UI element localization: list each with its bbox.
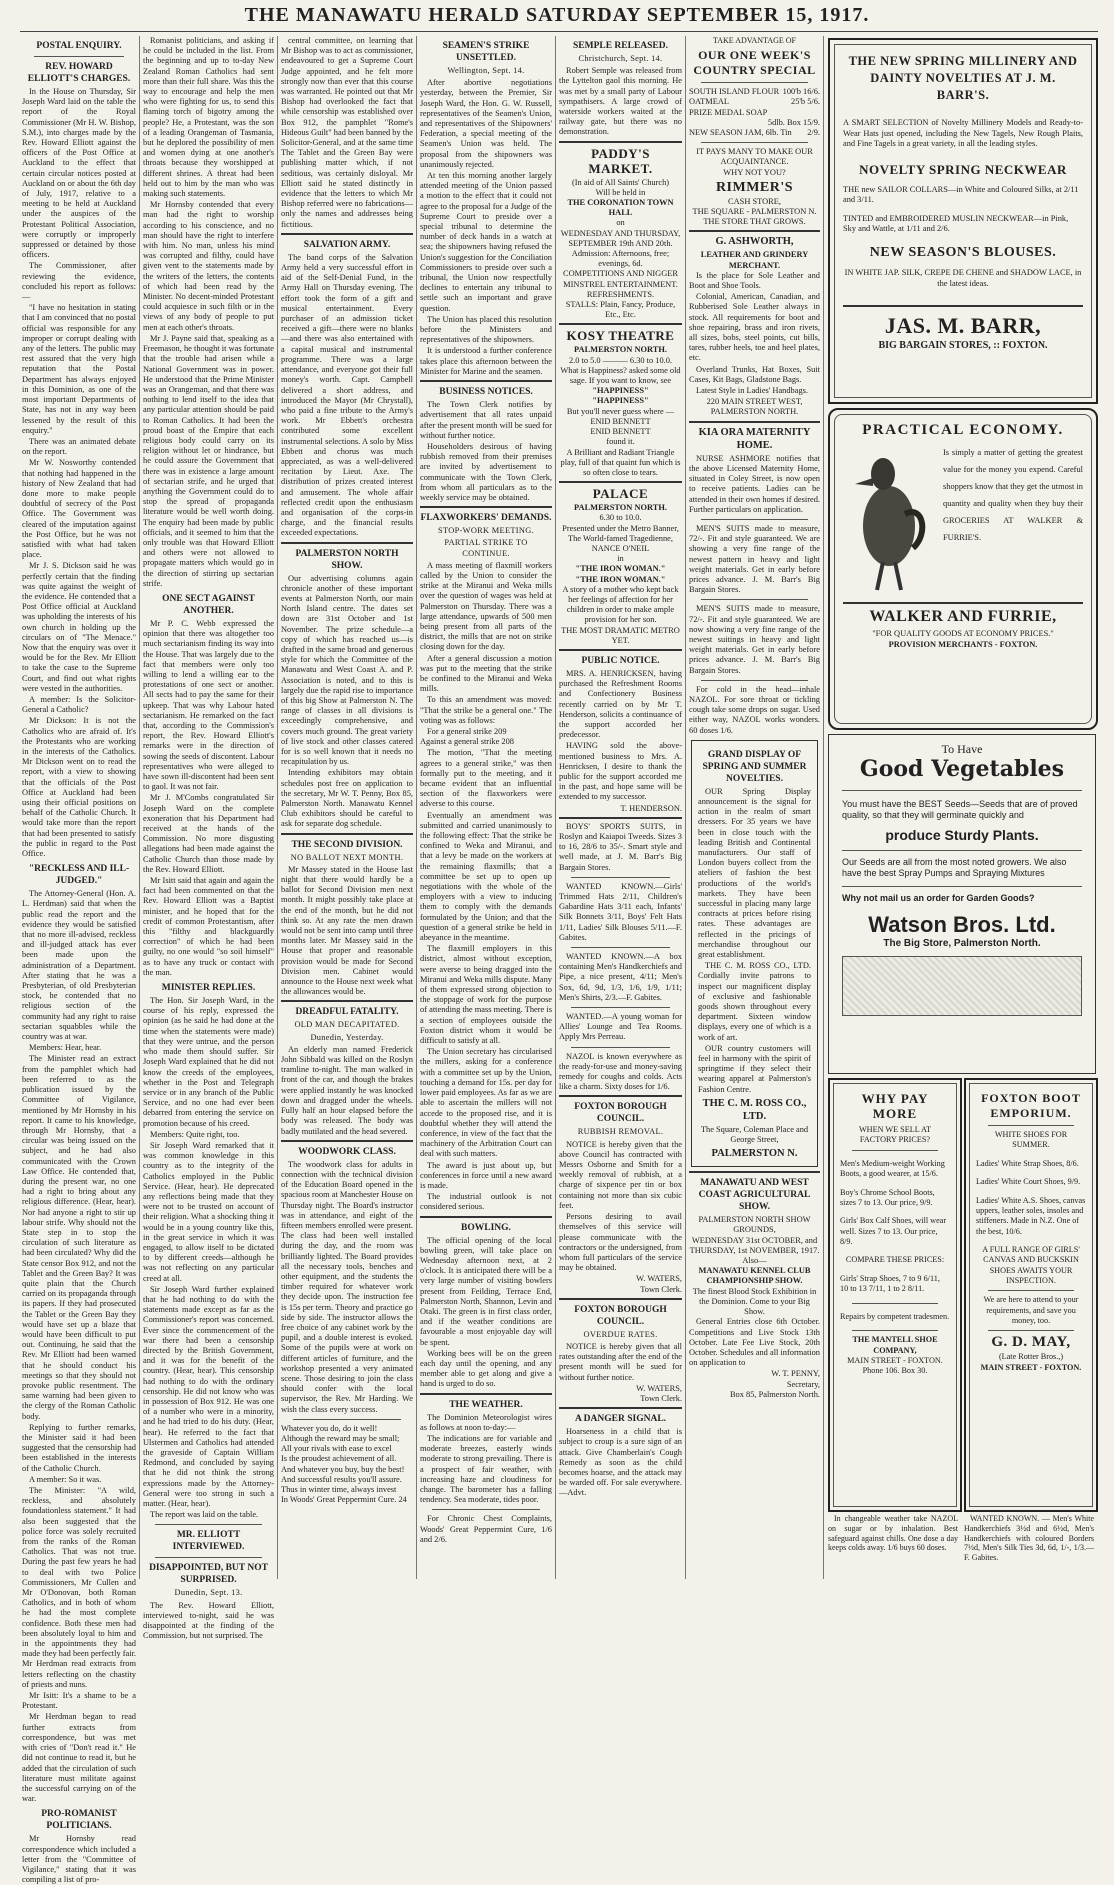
article-paragraph: Working bees will be on the green each day until the opening, and any member able to get along and give a hand is urged to do so. bbox=[420, 1348, 552, 1389]
signature: Town Clerk. bbox=[640, 1393, 682, 1403]
ad-line: WHY NOT YOU? bbox=[723, 167, 786, 177]
article-paragraph: In the House on Thursday, Sir Joseph Ward laid on the table the report of the Royal Commissioner (Mr H. W. Bishop, S.M.), into charges made by the Rev. Howard Elliott against the officers of the Post Office at Auckland to the effect that certain circular notices posted at Auckland on or about the 6th day of July, 1917, relative to a meeting to be held at Auckland under the auspices of the Protestant Political Association, were corruptly or improperly suppressed or detained by those officers. bbox=[22, 87, 136, 260]
article-paragraph: Mr J. M'Combs congratulated Sir Joseph Ward on the complete exoneration that his Department had received at the hands of the Commission. No more disgusting allegations had been made against the Catholic Church than those made by the Rev. Howard Elliott. bbox=[143, 793, 274, 874]
paddys-market-title: PADDY'S MARKET. bbox=[588, 145, 653, 176]
ad-paragraph: Girls' Box Calf Shoes, will wear well. Sizes 7 to 13. Our price, 8/9. bbox=[840, 1216, 947, 1246]
mantell-shoe-box bbox=[828, 1078, 962, 1512]
dateline: Dunedin, Sept. 13. bbox=[174, 1588, 243, 1598]
article-paragraph: central committee, on learning that Mr Bishop was to act as commissioner, endeavoured to get a Supreme Court Judge appointed, and he felt more strongly now than ever that this course was warranted. He pointed out that Mr Bishop had overlooked the fact that while censorship was established over Box 912, the pamphlet "Rome's Hideous Guilt" had been banned by the Solicitor-General, and at the same time The Tablet and the Green Bay were publishing matter which, if not seditious, was certainly disloyal. Mr Elliott said he stated distinctly in evidence that the letters to which Mr Bishop referred were no fabrications—only the names and addresses being fictitious. bbox=[281, 36, 413, 229]
article-paragraph: Sir Joseph Ward remarked that it was common knowledge in this country as to the integrity of the Catholics employed in the Public Service. (Hear, hear). He deprecated any reflections being made that they were not to be trusted on account of their religion. What a shocking thing it would be in a young country like this, in the great service in which it was engaged, to allow itself to be dictated to by different creeds—although he was not reflecting on any particular creed at all. bbox=[143, 1140, 274, 1283]
ad-line: MANAWATU KENNEL CLUB CHAMPIONSHIP SHOW. bbox=[698, 1266, 811, 1286]
article-paragraph: Mr Hornsby read correspondence which included a letter from the "Committee of Vigilance," stating that it was compiling a list of pro- bbox=[22, 1834, 136, 1885]
ad-line: The Big Store, Palmerston North. bbox=[883, 938, 1041, 949]
subhead-minister-replies: MINISTER REPLIES. bbox=[161, 983, 256, 994]
article-paragraph: The industrial outlook is not considered serious. bbox=[420, 1192, 552, 1212]
ad-line: WEDNESDAY AND THURSDAY, SEPTEMBER 19th AND 20th. bbox=[560, 228, 681, 248]
notice-subtitle: OVERDUE RATES. bbox=[583, 1329, 658, 1339]
subhead-one-sect: ONE SECT AGAINST ANOTHER. bbox=[162, 593, 255, 616]
ad-line: "THE IRON WOMAN." bbox=[575, 574, 666, 584]
ad-paragraph: Is the place for Sole Leather and Boot and Shoe Tools. bbox=[689, 270, 820, 291]
ad-line: A FULL RANGE OF GIRLS' CANVAS AND BUCKSKIN SHOES AWAITS YOUR INSPECTION. bbox=[982, 1245, 1080, 1286]
ad-line: PROVISION MERCHANTS - FOXTON. bbox=[888, 639, 1038, 649]
ad-paragraph: OUR Spring Display announcement is the signal for action in the realm of smart dressers. For 35 years we have been in close touch with the leading British and Continental manufacturers. Our staff of London buyers collect from the ateliers of fashion the best productions of the world's markets. They have been successful in placing many large contracts at prices before rising rates. These advantages are reflected in the pricings of merchandise throughout our great establishment. bbox=[698, 786, 811, 960]
headline-salvation-army: SALVATION ARMY. bbox=[303, 239, 391, 250]
article-paragraph: Mr P. C. Webb expressed the opinion that there was altogether too much sectarianism finding its way into the House. That was largely due to the fact that members were only too willing to lend a willing ear to the protestations of one sect or another. All sects had to pay the same for their upkeep. That was why Labour hated sectarianism. He remarked on the fact that, according to the Commission's report, the Rev. Howard Elliott's remarks were in the direction of sowing the seeds of discontent. Labour representatives who were alleged to have sown ill-discontent had been sent to gaol. It was not fair. bbox=[143, 618, 274, 792]
article-paragraph: To this an amendment was moved: "That the strike be a general one." The voting was as follows: bbox=[420, 695, 552, 725]
ad-paragraph: You must have the BEST Seeds—Seeds that are of proved quality, so that they will germinate quickly and bbox=[842, 798, 1078, 820]
ad-line: PALMERSTON NORTH. bbox=[574, 503, 667, 513]
ad-line: MAIN STREET - FOXTON. bbox=[980, 1362, 1082, 1372]
notice-paragraph: HAVING sold the above-mentioned business to Mrs. A. Henricksen, I desire to thank the public for the support accorded me in the past, and hope same will be extended to my successor. bbox=[559, 741, 682, 802]
classified-ad: WANTED KNOWN. — Men's White Handkerchiefs 3½d and 6½d, Men's Handkerchiefs with coloured Borders 7½d, Men's Silk Ties 3d, 6d, 1/-, 1/3.—F. Gabites. bbox=[964, 1514, 1094, 1563]
ad-line: But you'll never guess where — bbox=[566, 406, 675, 416]
article-paragraph: At ten this morning another largely attended meeting of the Union passed a motion to the effect that it could not agree to the proposal for a Judge of the Supreme Court to preside over a special tribunal to determine the number of deck hands in a watch at sea; the shipowners having refused the Union's suggestion for the Conciliation Commissioners to preside over such a tribunal, the Union now respectfully declines to entertain any tribunal to settle such an important and grave question. bbox=[420, 171, 552, 313]
classified-ad: WANTED KNOWN.—Girls' Trimmed Hats 2/11, Children's Gabardine Hats 3/11 each, Infants' Silk Bonnets 3/11, Boys' Felt Hats 1/11, Ladies' Silk Blouses 5/11.—F. Gabites. bbox=[559, 881, 682, 942]
ad-line: THE CORONATION TOWN HALL bbox=[567, 198, 674, 218]
headline-palmerston-show: PALMERSTON NORTH SHOW. bbox=[295, 548, 399, 571]
price-row: NEW SEASON JAM, 6lb. Tin 2/9. bbox=[689, 128, 820, 138]
good-vegetables-title: Good Vegetables bbox=[859, 755, 1065, 782]
column-2 bbox=[143, 36, 274, 1641]
subhead-elliott-charges: REV. HOWARD ELLIOTT'S CHARGES. bbox=[27, 62, 131, 84]
ad-line: on bbox=[616, 218, 625, 228]
subhead-pro-romanist: PRO-ROMANIST POLITICIANS. bbox=[41, 1809, 117, 1832]
ad-paragraph: Ladies' White Strap Shoes, 8/6. bbox=[976, 1158, 1079, 1168]
article-paragraph: Mr Isitt said that again and again the fact had been commented on that the Rev. Howard Elliott was a Baptist minister, and he hoped that for the credit of common Protestantism, after this "filthy and blackguardly correction" of which he had been guilty, no one would "so soil himself" as to have any truck or contact with the man. bbox=[143, 876, 274, 977]
article-paragraph: Members: Hear, hear. bbox=[29, 1043, 102, 1053]
article-paragraph: The motion, "That the meeting agrees to a general strike," was then formally put to the meeting, and it became evident that an influential section of the flaxworkers were adverse to this course. bbox=[420, 748, 552, 809]
classified-ad: WANTED.—A young woman for Allies' Lounge and Tea Rooms. Apply Mrs Perreau. bbox=[559, 1012, 682, 1042]
article-paragraph: The Hon. Sir Joseph Ward, in the course of his reply, expressed the opinion (as he said he had done at the time when the statements were made) that they were untrue, and the person who made them should suffer. Sir Joseph Ward explained that he did not know the creeds of the employees, whether in the Post and Telegraph service or in any branch of the Public Service, and no one had ever been debarred from entering the service on promotion because of his creed. bbox=[143, 996, 274, 1128]
ad-line: "THE IRON WOMAN." bbox=[575, 564, 666, 574]
foxton-boot-box bbox=[964, 1078, 1098, 1512]
ad-paragraph: NURSE ASHMORE notifies that the above Licensed Maternity Home, situated in Coley Street, is now open to receive patients. Ladies can be attended in their own homes if desired. Further particulars on application. bbox=[689, 453, 820, 514]
ad-paragraph: Latest Style in Ladies' Handbags. bbox=[696, 386, 808, 396]
ad-line: PALMERSTON NORTH. bbox=[574, 345, 667, 355]
ad-paragraph: IN WHITE JAP. SILK, CREPE DE CHENE and SHADOW LACE, in the latest ideas. bbox=[844, 268, 1082, 288]
article-paragraph: A member: Is the Solicitor-General a Catholic? bbox=[22, 694, 136, 715]
ad-line: TAKE ADVANTAGE OF bbox=[712, 36, 796, 45]
ad-line: WEDNESDAY 31st OCTOBER, and THURSDAY, 1st NOVEMBER, 1917. Also— bbox=[689, 1235, 820, 1266]
article-paragraph: Mr Massey stated in the House last night that there would hardly be a ballot for Second Division men next month. It might possibly take place at the end of the month, but he did not think so. At any rate the men drawn would not be sent into camp until three months later. Mr Massey said in the House that proper and reasonable provision would be made for Second Division men. Cabinet would announce to the House next week what the allowances would be. bbox=[281, 864, 413, 997]
ad-paragraph: Ladies' White Court Shoes, 9/9. bbox=[976, 1177, 1081, 1187]
barr-advert-box bbox=[828, 38, 1098, 404]
headline-postal-enquiry: POSTAL ENQUIRY. bbox=[36, 41, 122, 51]
classified-ad: BOYS' SPORTS SUITS, in Roslyn and Kaiapoi Tweeds. Sizes 3 to 16, 28/6 to 35/-. Smart style and well made, at J. M. Barr's Big Bargain Stores. bbox=[559, 821, 682, 872]
headline-second-division: THE SECOND DIVISION. bbox=[291, 839, 403, 850]
article-paragraph: Robert Semple was released from the Lyttelton gaol this morning. He was met by a small party of Labour sympathisers. A large crowd of waterside workers waited at the railway gate, but there was no demonstration. bbox=[559, 66, 682, 137]
ad-line: We are here to attend to your requirements, and save you money, too. bbox=[983, 1295, 1079, 1325]
headline-elliott-interviewed: MR. ELLIOTT INTERVIEWED. bbox=[172, 1530, 245, 1553]
ad-line: COMPETITIONS AND NIGGER MINSTREL ENTERTAINMENT. REFRESHMENTS. bbox=[563, 269, 678, 299]
ad-line: A Brilliant and Radiant Triangle play, full of that quaint fun which is so often close to tears. bbox=[560, 447, 681, 477]
column-5 bbox=[559, 36, 682, 1579]
ad-line: produce Sturdy Plants. bbox=[885, 826, 1039, 843]
article-paragraph: Intending exhibitors may obtain schedules post free on application to the secretary, Mr W. T. Penny, Box 85, Palmerston North. Manawatu Kennel Club exhibitors should be careful to ask for separate dog schedule. bbox=[281, 768, 413, 829]
classified-ad: WANTED KNOWN.—A box containing Men's Handkerchiefs and Pipe, a nice present, 4/11; Men's Sox, 6d, 9d, 1/3, 1/6, 1/9, 1/11; Men's Shirts, 2/3.—F. Gabites. bbox=[559, 952, 682, 1002]
dateline: Dunedin, Yesterday. bbox=[310, 1032, 384, 1042]
dateline: Christchurch, Sept. 14. bbox=[578, 54, 663, 63]
article-paragraph: Eventually an amendment was submitted and carried unanimously to the following effect: That the strike be confined to Weka and Miranui, and that a levy be made on the workers at the remaining flaxmills; that a committee be set up to open up negotiations with the whole of the employers with a view to inducing them to comply with the demands formulated by the Union; and that the question of a general strike be held in abeyance in the meantime. bbox=[420, 810, 552, 943]
price-row: SOUTH ISLAND FLOUR 100'b 16/6. bbox=[689, 87, 820, 97]
column-rule bbox=[277, 36, 278, 1579]
article-paragraph: The Dominion Meteorologist wires as follows at noon to-day:— bbox=[420, 1412, 552, 1432]
ad-paragraph: THE C. M. ROSS CO., LTD. Cordially invite patrons to inspect our magnificent display of exclusive and fashionable goods shown throughout every department. Sixteen window displays, every one of which is a work of art. bbox=[698, 961, 811, 1042]
column-4 bbox=[420, 36, 552, 1579]
article-paragraph: Sir Joseph Ward further explained that he had nothing to do with the statements made except as far as the Commissioner's report was concerned. Ever since the commencement of the war there had been a censorship directed by the British Government, and it was for the benefit of the country. (Hear, hear). This censorship had nothing to do with the ordinary censorship. He did not know who was in possession of Box 912. He was one of a number who were in a minority, and he had tried to do his duty. (Hear, hear). He referred to the fact that Ulstermen and Catholics had attended the graveside of Captain William Redmond, and concluded by saying that he did not think the strong expressions made by the Attorney-General were too strong in such a matter. (Hear, hear). bbox=[143, 1284, 274, 1509]
article-paragraph: The Minister: "A wild, reckless, and absolutely foundationless statement." It had also been suggested that the police force was solely recruited from the ranks of the Roman Catholics. That was not true. During the past few years he had to deal with two Police Commissioners, Mr Cullen and Mr O'Donovan, both Roman Catholics, and in both of whom he had the most complete confidence. Both these men had been absolutely loyal to him and in the appointments they had made they had been perfectly fair. Mr Herdman read extracts from letters reflecting on the chastity of priests and nuns. bbox=[22, 1486, 136, 1689]
headline-weather: THE WEATHER. bbox=[449, 1399, 523, 1410]
ad-line: COMPARE THESE PRICES: bbox=[845, 1255, 945, 1265]
ad-line: THE STORE THAT GROWS. bbox=[703, 217, 806, 227]
ad-line: ENID BENNETT bbox=[590, 427, 651, 437]
ad-line: Will be held in bbox=[595, 187, 646, 197]
notice-subtitle: RUBBISH REMOVAL. bbox=[577, 1127, 664, 1137]
ad-line: The Square, Coleman Place and George Street, bbox=[700, 1124, 809, 1145]
notice-paragraph: NOTICE is hereby given that the above Council has contracted with Messrs Osborne and Smith for a weekly removal of rubbish, at a charge of sixpence per tin or box containing not more than six cubic feet. bbox=[559, 1139, 682, 1210]
article-paragraph: The indications are for variable and moderate breezes, easterly winds moderate to strong prevailing. There is a prospect of fair weather, with increasing haze and cloudiness for change. The barometer has a falling tendency. Sea moderate, tides poor. bbox=[420, 1433, 552, 1505]
classified-ad: NAZOL is known everywhere as the ready-for-use and money-saving remedy for coughs and colds. Acts like a charm. Sixty doses for 1/6. bbox=[559, 1051, 682, 1092]
advert-paragraph: Hoarseness in a child that is subject to croup is a sure sign of an attack. Give Chamberlain's Cough Remedy as soon as the child becomes hoarse, and the attack may be warded off. For sale everywhere.—Advt. bbox=[559, 1427, 682, 1498]
palace-title: PALACE bbox=[592, 486, 649, 502]
ad-line: CASH STORE, bbox=[728, 196, 781, 206]
article-paragraph: Mr Herdman began to read further extracts from correspondence, but was met with cries of "Don't read it." He did not continue to read it, but he added that the circulation of such literature must militate against the successful carrying on of the war. bbox=[22, 1712, 136, 1804]
ad-line: 6.30 to 10.0. bbox=[599, 513, 642, 523]
article-paragraph: The woodwork class for adults in connection with the technical division of the Education Board opened in the spacious room at Manchester House on Thursday night. The Board's instructor was in attendance, and eight of the fifteen members enrolled were present. The class had been well installed during the day, and the room was brilliantly lighted. The Board provides all the necessary tools, benches and other equipment, and the students the timber required for whatever work they decide upon. The instruction fee is 15s per term. Theory and practice go side by side. The instructor allows the free choice of any cabinet work by the pupil, and a double interest is evoked. Some of the pupils were at work on different articles of furniture, and the workshop presented a very animated scene. Those desiring to join the class should confer with the local supervisor, the Rev. Mr Harding. We wish the class every success. bbox=[281, 1159, 413, 1414]
classified-ad: MEN'S SUITS made to measure, 72/-. Fit and style guaranteed. We are showing a very fine range of the newest pattern in heavy and light weight materials. Get in early before prices advance. J. M. Barr's Big Bargain Stores. bbox=[689, 523, 820, 595]
article-paragraph: Mr W. Nosworthy contended that nothing had happened in the history of New Zealand that had done more to make people doubtful of secrecy of the Post Office. The Government was cleared of the imputation against the Post Office, but he was not satisfied with what had taken place. bbox=[22, 458, 136, 560]
ad-line: WHITE SHOES FOR SUMMER. bbox=[994, 1130, 1068, 1150]
dateline: Wellington, Sept. 14. bbox=[447, 66, 525, 75]
ad-paragraph: Our Seeds are all from the most noted growers. We also have the best Spray Pumps and Spraying Mixtures bbox=[842, 856, 1067, 878]
article-paragraph: The Rev. Howard Elliott, interviewed to-night, said he was disappointed at the finding of the Commission, but not surprised. The bbox=[143, 1600, 274, 1641]
ad-line: "HAPPINESS" bbox=[592, 396, 649, 406]
ad-line: THE MOST DRAMATIC METRO YET. bbox=[561, 625, 680, 645]
ad-paragraph: TINTED and EMBROIDERED MUSLIN NECKWEAR—in Pink, Sky and Wattle, at 1/11 and 2/6. bbox=[843, 213, 1069, 234]
ross-advert-title: GRAND DISPLAY OF SPRING AND SUMMER NOVELTIES. bbox=[702, 749, 807, 784]
signature: W. WATERS, bbox=[636, 1383, 682, 1393]
ad-line: STALLS: Plain, Fancy, Produce, Etc., Etc. bbox=[565, 300, 676, 320]
kia-ora-title: KIA ORA MATERNITY HOME. bbox=[698, 426, 811, 451]
ad-paragraph: OUR country customers will feel in harmony with the spirit of springtime if they select their wearing apparel at Palmerston's Fashion Centre. bbox=[698, 1043, 811, 1094]
watson-bros-box bbox=[828, 734, 1096, 1074]
ad-line: "FOR QUALITY GOODS AT ECONOMY PRICES." bbox=[872, 629, 1054, 638]
masthead: THE MANAWATU HERALD SATURDAY SEPTEMBER 15, 1917. bbox=[244, 4, 870, 26]
agricultural-show-title: MANAWATU AND WEST COAST AGRICULTURAL SHOW. bbox=[698, 1178, 811, 1213]
article-paragraph: "I have no hesitation in stating that I am convinced that no postal official was responsible for any improper or corrupt dealing with any of the letters. The public may rest assured that the very high reputation that the Postal Department has always enjoyed in this Dominion, as one of the most important Departments of State, has not in any way been lessened by the result of this enquiry." bbox=[22, 303, 136, 435]
ad-line: Phone 106. Box 30. bbox=[862, 1366, 928, 1376]
subhead-partial-strike: PARTIAL STRIKE TO CONTINUE. bbox=[444, 538, 528, 558]
ad-line: MAIN STREET - FOXTON. bbox=[847, 1355, 943, 1365]
classified-ad: MEN'S SUITS made to measure, 72/-. Fit and style guaranteed. We are now showing a very fine range of the newest suitings in heavy and light weight materials. Get in early before prices advance. J. M. Barr's Big Bargain Stores. bbox=[689, 604, 820, 675]
article-paragraph: Romanist politicians, and asking if he could be included in the list. From the beginning and up to to-day New Zealand Roman Catholics had sent more than their full share. Was this the way to encourage and help the men who were fighting for us, to send this flaming torch of bigotry among the people? He, a Protestant, was the son of a leading Orangeman of Tasmania, but he deplored the possibility of men and women dying at one another's throats because they worshipped at different shrines. A threat had been held out to him by the man who was making such statements. bbox=[143, 36, 274, 199]
article-paragraph: An elderly man named Frederick John Sibbald was killed on the Roslyn tramline to-night. The man walked in front of the car, and though the brakes were applied instantly he was knocked down and dragged under the wheels. Fully half an hour elapsed before the body was released. The body was badly mutilated and the head severed. bbox=[281, 1044, 413, 1136]
walker-furrie-title: WALKER AND FURRIE, bbox=[869, 608, 1057, 625]
ad-line: 220 MAIN STREET WEST, PALMERSTON NORTH. bbox=[706, 397, 803, 417]
column-rule bbox=[416, 36, 417, 1579]
column-rule bbox=[685, 36, 686, 1579]
why-pay-more-title: WHY PAY MORE bbox=[861, 1091, 929, 1121]
ad-line: 2.0 to 5.0 ——— 6.30 to 10.0. bbox=[568, 355, 673, 365]
blouses-title: NEW SEASON'S BLOUSES. bbox=[869, 244, 1057, 260]
ad-paragraph: Girls' Strap Shoes, 7 to 9 6/11, 10 to 13 7/11, 1 to 2 8/11. bbox=[840, 1273, 940, 1294]
borough-council-title: FOXTON BOROUGH COUNCIL. bbox=[574, 1102, 667, 1125]
article-paragraph: The Minister read an extract from the pamphlet which had been referred to as the publication issued by the Committee of Vigilance, mentioned by Mr Hornsby in his report. It came to his knowledge, through Mr Hornsby, that a circular was being issued on the subject, and he had also communicated with the Crown Law Office. He contended that, during the present war, no one had a right to bring about any religious difference. (Hear, hear). Nor had anyone a right to stir up labour strife. Why should not the State step in to stop the circulation of such literature as had been circulated? Why did the State censor Box 912, and not the Tablet and the Green Bay? It was quite plain that the Church carried on its propaganda through its papers. If they had prosecuted the Tablet or the Green Bay they would have set up a blaze that would have been difficult to put out. Continuing, he said that the Rev. Mr Elliott had been warned that he should conduct his meetings so that they should not provoke public resentment. The same warning had been given to the clergy of the Roman Catholic body. bbox=[22, 1054, 136, 1421]
article-paragraph: Replying to further remarks, the Minister said it had been suggested that the censorship had been established in the interests of the Catholic Church. bbox=[22, 1422, 136, 1473]
signature: Box 85, Palmerston North. bbox=[729, 1389, 820, 1399]
ad-paragraph: A SMART SELECTION of Novelty Millinery Models and Ready-to-Wear Hats just opened, including the New Tagels, New Rough Plaits, and Fine Tagels in a great variety, in all the leading styles. bbox=[843, 118, 1083, 148]
article-paragraph: Mr Hornsby contended that every man had the right to worship according to his conscience, and no man should have the right to interfere with him. No man, unless his mind was corrupted and filthy, could have given vent to the statements made by the writers of the letters, the contents of which had been read by the Minister. No decent-minded Protestant could acquiesce in such filth or in the views of any body of people to put men at each other's throats. bbox=[143, 200, 274, 332]
subhead-decapitated: OLD MAN DECAPITATED. bbox=[294, 1020, 400, 1030]
ad-paragraph: Ladies' White A.S. Shoes, canvas uppers, leather soles, insoles and stiffeners. Made in N.Z. One of the best, 10/6. bbox=[976, 1195, 1086, 1236]
ad-line: PALMERSTON N. bbox=[711, 1148, 798, 1160]
kosy-theatre-title: KOSY THEATRE bbox=[566, 328, 675, 344]
subhead-disappointed: DISAPPOINTED, BUT NOT SURPRISED. bbox=[149, 1563, 268, 1586]
ross-advert-box bbox=[691, 740, 818, 1168]
article-paragraph: Householders desirous of having rubbish removed from their premises are invited by advertisement to communicate with the Town Clerk, from whom all particulars as to the weekly service may be obtained. bbox=[420, 441, 552, 502]
ad-line: IT PAYS MANY TO MAKE OUR ACQUAINTANCE. bbox=[696, 147, 813, 167]
signature: W. WATERS, bbox=[636, 1274, 682, 1284]
notice-paragraph: NOTICE is hereby given that all rates outstanding after the end of the present month will be sued for without further notice. bbox=[559, 1341, 682, 1382]
ad-line: (Late Rotter Bros.,) bbox=[998, 1352, 1064, 1362]
article-paragraph: Mr Dickson: It is not the Catholics who are afraid of. It's the Protestants who are working in the interests of the Catholics. Mr Dickson went on to read the report, with a view to showing that the officials of the Post Office at Auckland had been using their official positions on behalf of the Catholic Church. It would take more than the report that had been presented to satisfy the public in regard to the Post Office. bbox=[22, 716, 136, 859]
column-rule bbox=[555, 36, 556, 1579]
walker-furrie-box bbox=[828, 408, 1098, 730]
advert-peppermint-cure: For Chronic Chest Complaints, Woods' Great Peppermint Cure, 1/6 and 2/6. bbox=[420, 1514, 552, 1544]
headline-dreadful-fatality: DREADFUL FATALITY. bbox=[295, 1007, 399, 1018]
headline-seamens-strike: SEAMEN'S STRIKE UNSETTLED. bbox=[442, 41, 530, 63]
article-paragraph: Mr J. Payne said that, speaking as a Freemason, he thought it was fortunate that the trouble had arisen while a National Government was in power. He understood that the Prime Minister was an Orangeman, and that there was nothing to lend itself to the idea that any particular attention should be paid to Roman Catholics. It had been the proud boast of the Empire that each religious body could carry on its religion without let or hindrance, but he could assure the Government that there was in existence a large amount of sectarian strife, and he urged that anything the Government could do to stop the spread of propaganda literature would be well worth doing. The enquiry had been made by public officials, and it seemed to him that the only trouble was that Howard Elliott and others were not allowed to propagate matters which would go in the direction of stirring up sectarian strife. bbox=[143, 333, 274, 588]
ad-paragraph: THE new SAILOR COLLARS—in White and Coloured Silks, at 2/11 and 3/11. bbox=[843, 184, 1079, 204]
mantell-company-name: THE MANTELL SHOE COMPANY, bbox=[852, 1335, 938, 1355]
classified-ad: In changeable weather take NAZOL on sugar or by inhalation. Best safeguard against chills. One dose a day keeps colds away. 1/6 buys 60 doses. bbox=[828, 1514, 958, 1553]
ad-line: LEATHER AND GRINDERY MERCHANT. bbox=[700, 250, 809, 270]
ross-company-name: THE C. M. ROSS CO., LTD. bbox=[702, 1097, 807, 1122]
article-paragraph: The flaxmill employers in this district, almost without exception, were averse to being dragged into the Miranui and Weka mills dispute. Many of them expressed strong objection to the stoppage of work for the purpose of attending the mass meeting. There is a section of employees outside the Foxton district whom it would be difficult to satisfy at all. bbox=[420, 944, 552, 1046]
goose-illustration-icon bbox=[843, 444, 935, 594]
headline-business-notices: BUSINESS NOTICES. bbox=[439, 387, 533, 398]
ad-line: A story of a mother who kept back her feelings of affection for her children in order to make ample provision for her son. bbox=[562, 584, 679, 625]
ad-line: Why not mail us an order for Garden Goods? bbox=[842, 892, 1035, 903]
signature: W. T. PENNY, bbox=[771, 1369, 820, 1379]
column-rule bbox=[823, 36, 824, 1579]
rimmers-title: RIMMER'S bbox=[715, 179, 794, 195]
practical-economy-title: PRACTICAL ECONOMY. bbox=[862, 422, 1064, 438]
public-notice-title: PUBLIC NOTICE. bbox=[581, 655, 660, 666]
ad-paragraph: Repairs by competent tradesmen. bbox=[840, 1311, 950, 1321]
ad-line: ENID BENNETT bbox=[590, 416, 651, 426]
article-paragraph: The Attorney-General (Hon. A. L. Herdman) said that when the public read the report and the evidence they would be satisfied that no more ill-advised, reckless and ill-judged attack has ever been made upon the administration of a Department. After stating that he was a Presbyterian, of old Presbyterian stock, he contended that no religious section of the community had any right to raise sectarian squabbles while the country was at war. bbox=[22, 889, 136, 1042]
article-paragraph: The official opening of the local bowling green, will take place on Wednesday afternoon next, at 2 o'clock. It is anticipated there will be a very large number of visiting bowlers present from Feilding, Terrace End, Palmerston North, Shannon, Levin and Otaki. The green is in first class order, and if the weather conditions are favourable a most enjoyable day will be spent. bbox=[420, 1235, 552, 1347]
danger-signal-title: A DANGER SIGNAL. bbox=[574, 1414, 667, 1425]
column-6 bbox=[689, 36, 820, 1579]
ad-line: WHEN WE SELL AT FACTORY PRICES? bbox=[858, 1125, 932, 1145]
ad-line: BIG BARGAIN STORES, :: FOXTON. bbox=[878, 340, 1048, 352]
price-row: 5dlb. Box 15/9. bbox=[767, 117, 820, 127]
subhead-no-ballot: NO BALLOT NEXT MONTH. bbox=[290, 852, 404, 862]
article-paragraph: Mr Isitt: It's a shame to be a Protestant. bbox=[22, 1691, 136, 1711]
ad-paragraph: Men's Medium-weight Working Boots, a good wearer, at 15/6. bbox=[840, 1158, 945, 1179]
notice-paragraph: MRS. A. HENRICKSEN, having purchased the Refreshment Rooms and Confectionery Business recently carried on by Mr T. Henderson, solicits a continuance of the support accorded her predecessor. bbox=[559, 668, 682, 740]
ad-line: found it. bbox=[606, 437, 635, 447]
ad-line: To Have bbox=[941, 742, 983, 756]
column-rule bbox=[139, 36, 140, 1579]
article-paragraph: Our advertising columns again chronicle another of these important events at Palmerston North, our main North Island centre. The dates set down are 31st October and 1st November. The prize schedule—a copy of which has reached us—is drafted in the same broad and generous style for which the Committee of the Manawatu and West Coast A. and P. Association is noted, and to this is largely due the rapid rise to importance of this big Show at Palmerston N. The range of classes in all divisions is exceedingly comprehensive, and covers much ground. The great variety of live stock and other classes catered for is so well known that it needs no recapitulation by us. bbox=[281, 573, 413, 767]
notice-paragraph: Persons desiring to avail themselves of this service will please communicate with the contractors or the undersigned, from whom full particulars of the service may be obtained. bbox=[559, 1212, 682, 1273]
ad-paragraph: General Entries close 6th October. Competitions and Live Stock 13th October. Late Fee Live Stock, 20th October. Schedules and all information on application to bbox=[689, 1317, 820, 1368]
column-1 bbox=[22, 36, 136, 1885]
country-special-title: OUR ONE WEEK'S COUNTRY SPECIAL bbox=[693, 48, 816, 78]
ad-paragraph: Colonial, American, Canadian, and Rubberised Sole Leather always in stock. All requirements for boot and shoe repairing, brass and iron rivets, all sizes, bobs, steel points, cut bills, tares, rubber heels, toe and heel plates, etc. bbox=[689, 292, 820, 363]
classified-ad: For cold in the head—inhale NAZOL. For sore throat or tickling cough take some drops on sugar. Used either way, NAZOL works wonders. 60 doses 1/6. bbox=[689, 684, 820, 735]
ad-paragraph: Overland Trunks, Hat Boxes, Suit Cases, Kit Bags, Gladstone Bags. bbox=[689, 364, 820, 384]
article-paragraph: The Commissioner, after reviewing the evidence, concluded his report as follows:— bbox=[22, 261, 136, 302]
jas-barr-title: JAS. M. BARR, bbox=[884, 313, 1042, 339]
gd-may-title: G. D. MAY, bbox=[991, 1334, 1071, 1351]
ad-line: Presented under the Metro Banner, The World-famed Tragedienne, NANCE O'NEIL bbox=[562, 523, 679, 553]
ad-paragraph: Is simply a matter of getting the greatest value for the money you expend. Careful shoppers know that they get the utmost in quantity and quality when they buy their GROCERIES AT WALKER & FURRIE'S. bbox=[943, 448, 1083, 542]
foxton-boot-title: FOXTON BOOT EMPORIUM. bbox=[981, 1091, 1081, 1120]
article-paragraph: A mass meeting of flaxmill workers called by the Union to consider the strike at the Miranui and Weka mills over the question of wages was held at Palmerston on Thursday. There was a large attendance, upwards of 500 men being present from all parts of the district, the mills that are not on strike closing down for the day. bbox=[420, 560, 552, 652]
watson-bros-title: Watson Bros. Ltd. bbox=[868, 912, 1056, 937]
article-paragraph: The Union secretary has circularised the millers, asking for a conference with a committee set up by the Union, touching a demand for 15s. per day for lower paid employees. As far as we are able to ascertain the millers will not accede to the proposed rise, and it is doubtful whether they will attend the conference, in view of the fact that the machinery of the Arbitration Court can deal with such matters. bbox=[420, 1047, 552, 1159]
borough-council-title: FOXTON BOROUGH COUNCIL. bbox=[574, 1304, 667, 1327]
article-paragraph: Members: Quite right, too. bbox=[150, 1129, 240, 1139]
column-3 bbox=[281, 36, 413, 1579]
ad-line: in bbox=[617, 554, 624, 564]
headline-flaxworkers: FLAXWORKERS' DEMANDS. bbox=[420, 513, 552, 524]
signature: T. HENDERSON. bbox=[620, 803, 682, 813]
garden-illustration-icon bbox=[842, 956, 1082, 1016]
subhead-stop-work: STOP-WORK MEETING. bbox=[438, 526, 534, 536]
vote-count: For a general strike 209 Against a general strike 208 bbox=[420, 726, 514, 747]
ad-paragraph: Boy's Chrome School Boots, sizes 7 to 13. Our price, 9/9. bbox=[840, 1187, 935, 1207]
ad-line: The finest Blood Stock Exhibition in the Dominion. Come to your Big Show. bbox=[692, 1286, 817, 1317]
ad-line: PALMERSTON NORTH SHOW GROUNDS, bbox=[698, 1215, 811, 1235]
article-paragraph: The award is just about up, but conferences in force until a new award is made. bbox=[420, 1160, 552, 1190]
article-paragraph: The Town Clerk notifies by advertisement that all rates unpaid after the present month will be sued for without further notice. bbox=[420, 400, 552, 440]
price-row: PRIZE MEDAL SOAP bbox=[689, 107, 768, 117]
price-list bbox=[689, 87, 820, 138]
headline-woodwork-class: WOODWORK CLASS. bbox=[298, 1146, 396, 1157]
neckwear-title: NOVELTY SPRING NECKWEAR bbox=[859, 161, 1067, 177]
signature: Town Clerk. bbox=[640, 1284, 682, 1294]
article-paragraph: The report was laid on the table. bbox=[150, 1510, 259, 1520]
article-paragraph: The band corps of the Salvation Army held a very successful effort in aid of the Self-Denial Fund, in the Army Hall on Thursday evening. The effort took the form of a gift and musical entertainment. Every purchaser of an admission ticket received a gift—there were no blanks—and there was also entertained with a capital musical and instrumental programme. There was a large attendance, and everyone got their full money's worth. Capt. Campbell delivered a short address, and introduced the Mayor (Mr Chrystall), who paid a fine tribute to the Army's work. Mr Ebbett's orchestra contributed some excellent instrumental selections. A solo by Miss Ebbett and chorus was much appreciated, as was a well-delivered recitation by Lieut. Axe. The distribution of prizes created interest and amusement. The whole affair reflected credit upon the enthusiasm and organisation of the corps-in charge, and the financial results exceeded expectations. bbox=[281, 252, 413, 538]
article-paragraph: After abortive negotiations yesterday, between the Premier, Sir Joseph Ward, the Hon. G. W. Russell, representatives of the Seamen's Union, and representatives of the Shipowners' Federation, a special meeting of the Seamen's Union was held. The proposal from the shipowners was unanimously rejected. bbox=[420, 78, 552, 169]
ad-line: What is Happiness? asked some old sage. If you want to know, see bbox=[560, 365, 681, 386]
ad-line: THE SQUARE - PALMERSTON N. bbox=[692, 207, 817, 217]
article-paragraph: After a general discussion a motion was put to the meeting that the strike be confined to the Miranui and Weka mills. bbox=[420, 653, 552, 694]
masthead-rule bbox=[20, 31, 1098, 32]
signature: Secretary, bbox=[786, 1379, 820, 1389]
article-paragraph: The Union has placed this resolution before the Ministers and representatives of the shipowners. bbox=[420, 314, 552, 345]
ad-line: (In aid of All Saints' Church) bbox=[571, 177, 670, 187]
poem-advert: Whatever you do, do it well! Although the reward may be small; All your rivals with ease to excel Is the proudest achievement of all. And whatever you buy, buy the best! And successful results you'll assure. Thus in winter time, always invest In Woods' Great Peppermint Cure. 24 bbox=[281, 1423, 407, 1505]
spring-millinery-title: THE NEW SPRING MILLINERY AND DAINTY NOVELTIES AT J. M. BARR'S. bbox=[848, 54, 1078, 102]
subhead-reckless: "RECKLESS AND ILL-JUDGED." bbox=[28, 864, 130, 887]
article-paragraph: A member: So it was. bbox=[29, 1474, 102, 1484]
ashworth-title: G. ASHWORTH, bbox=[715, 236, 794, 248]
article-paragraph: Mr J. S. Dickson said he was perfectly certain that the finding was quite against the weight of the evidence. He contended that a Post Office official at Auckland was upholding the interests of his own church in holding up the circulars on of "The Menace." Now that the enquiry was over it would be for the Rev. Mr Elliott to take the case to the Supreme Court, and find out what rights were vested in the authorities. bbox=[22, 561, 136, 693]
ad-line: "HAPPINESS" bbox=[592, 386, 649, 396]
headline-bowling: BOWLING. bbox=[461, 1222, 511, 1233]
article-paragraph: There was an animated debate on the report. bbox=[22, 436, 136, 457]
headline-semple-released: SEMPLE RELEASED. bbox=[572, 41, 669, 51]
ad-line: Admission: Afternoons, free; evenings, 6d. bbox=[571, 249, 670, 269]
article-paragraph: It is understood a further conference takes place this afternoon between the Minister for Marine and the seamen. bbox=[420, 346, 552, 376]
price-row: OATMEAL 25'b 5/6. bbox=[689, 97, 820, 107]
